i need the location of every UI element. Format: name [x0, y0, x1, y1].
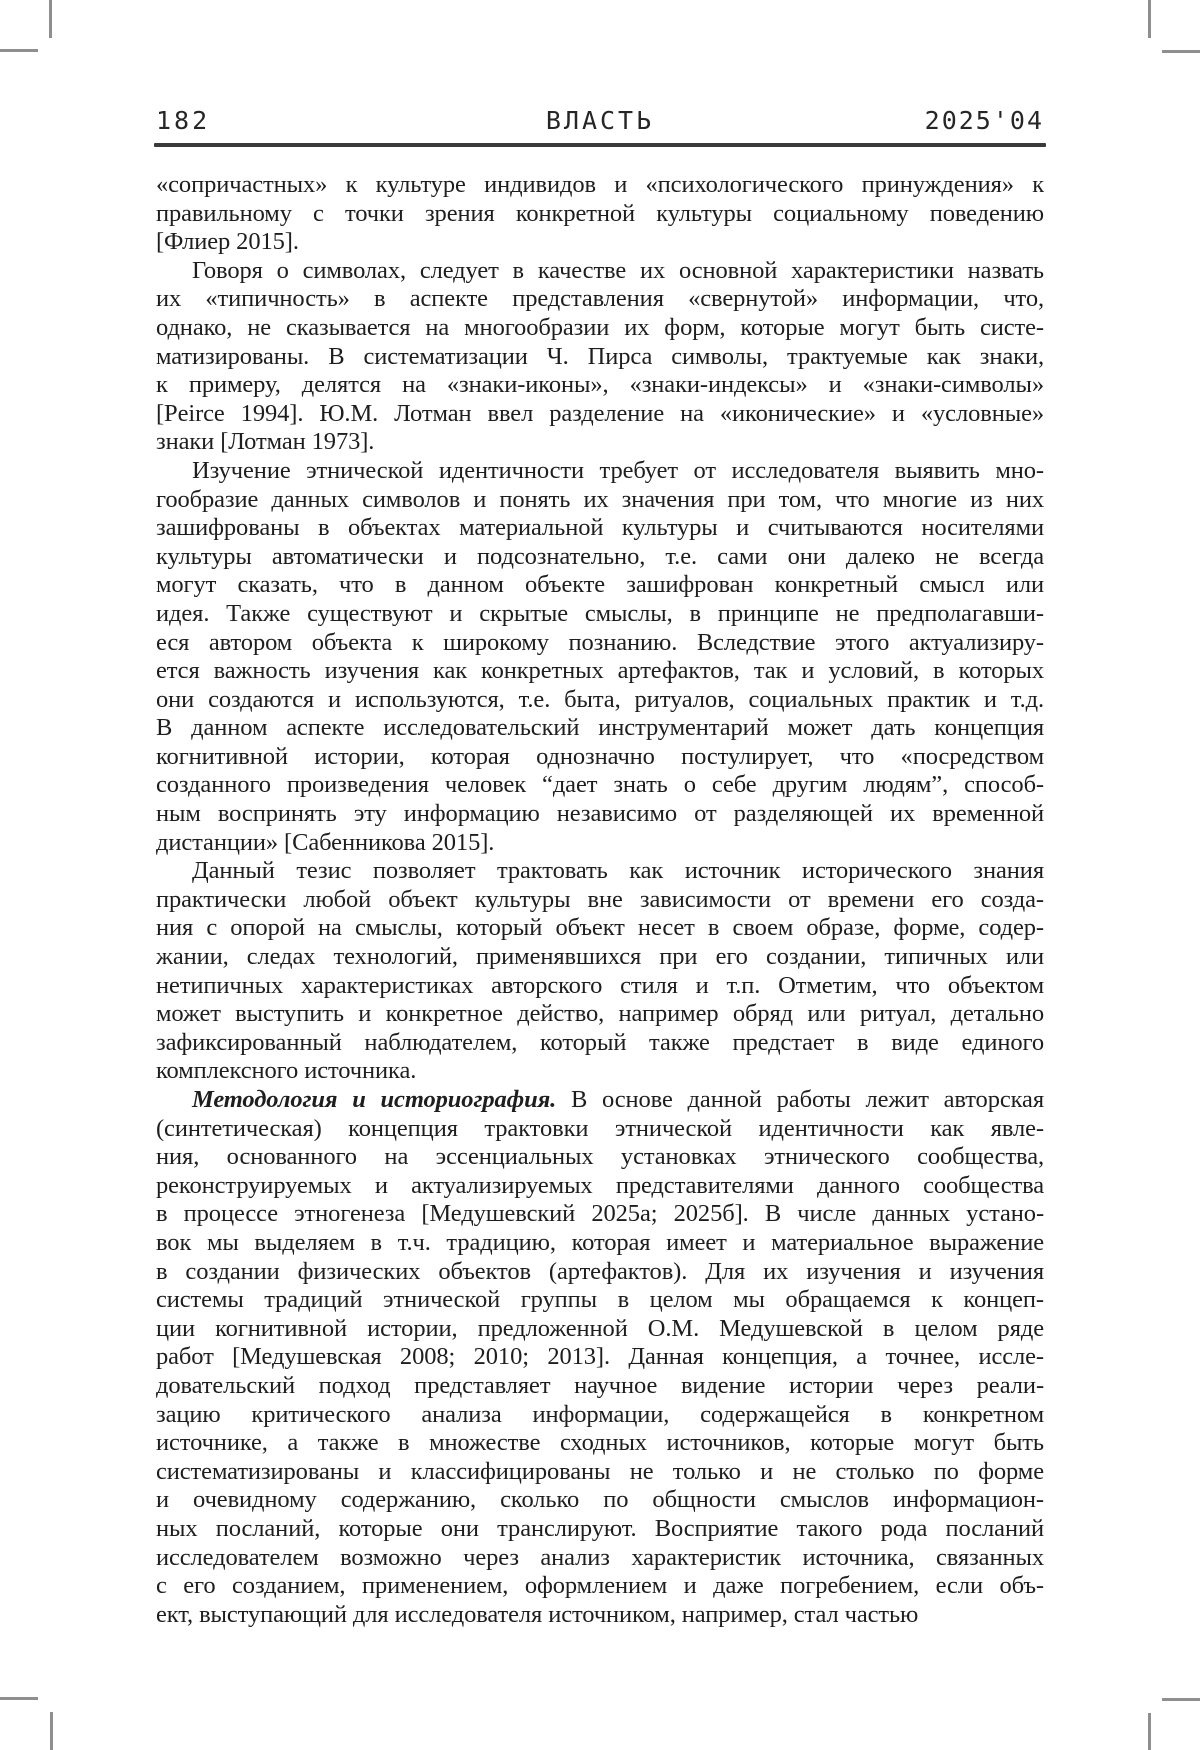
paragraph [156, 171, 1044, 257]
journal-title: ВЛАСТЬ [545, 106, 655, 135]
paragraph [156, 457, 1044, 857]
paragraph [156, 257, 1044, 457]
text-line: «сопричастных» к культуре индивидов и «психологического принуждения» к [156, 171, 1044, 198]
crop-mark-top-right-horizontal [1162, 50, 1200, 53]
header-rule [154, 143, 1046, 147]
text-line: комплексного источника. [156, 1057, 417, 1085]
paragraph [156, 1086, 1044, 1629]
paragraph [156, 857, 1044, 1086]
text-line: довательский подход представляет научное видение истории через реали- [156, 1371, 1044, 1399]
text-line: еся автором объекта к широкому познанию. Вследствие этого актуализиру- [156, 628, 1044, 656]
text-line: зацию критического анализа информации, содержащейся в конкретном [156, 1400, 1044, 1428]
text-line: ект, выступающий для исследователя источником, например, стал частью [156, 1600, 919, 1628]
text-line: правильному с точки зрения конкретной культуры социальному поведению [156, 199, 1044, 227]
text-line: реконструируемых и актуализируемых представителями данного сообщества [156, 1171, 1044, 1199]
text-line: ния с опорой на смыслы, который объект несет в своем образе, форме, содер- [156, 914, 1044, 942]
text-line: однако, не сказывается на многообразии их форм, которые могут быть систе- [156, 313, 1044, 341]
text-line: ется важность изучения как конкретных артефактов, так и условий, в которых [156, 657, 1044, 685]
text-line: источнике, а также в множестве сходных источников, которые могут быть [156, 1429, 1044, 1457]
text-line: зафиксированный наблюдателем, который также предстает в виде единого [156, 1028, 1044, 1056]
text-line: с его созданием, применением, оформлением и даже погребением, если объ- [156, 1572, 1044, 1600]
text-line: (синтетическая) концепция трактовки этнической идентичности как явле- [156, 1114, 1044, 1142]
text-line: исследователем возможно через анализ характеристик источника, связанных [156, 1543, 1044, 1571]
text-line: знаки [Лотман 1973]. [156, 428, 375, 456]
text-line: [Peirce 1994]. Ю.М. Лотман ввел разделение на «иконические» и «условные» [156, 399, 1044, 427]
text-line: когнитивной истории, которая однозначно постулирует, что «посредством [156, 742, 1044, 770]
text-line: и очевидному содержанию, сколько по общности смыслов информацион- [156, 1486, 1044, 1514]
text-line: в процессе этногенеза [Медушевский 2025а; 2025б]. В числе данных устано- [156, 1200, 1044, 1228]
text-line: практически любой объект культуры вне зависимости от времени его созда- [156, 885, 1044, 913]
text-line: матизированы. В систематизации Ч. Пирса символы, трактуемые как знаки, [156, 342, 1044, 370]
page-number: 182 [156, 106, 211, 135]
text-line: их «типичность» в аспекте представления «свернутой» информации, что, [156, 285, 1044, 313]
text-line: Данный тезис позволяет трактовать как источник исторического знания [192, 857, 1044, 885]
text-line: системы традиций этнической группы в целом мы обращаемся к концеп- [156, 1286, 1044, 1314]
text-line: нетипичных характеристиках авторского стиля и т.п. Отметим, что объектом [156, 971, 1044, 999]
text-line: вок мы выделяем в т.ч. традицию, которая имеет и материальное выражение [156, 1228, 1044, 1256]
text-line: могут сказать, что в данном объекте зашифрован конкретный смысл или [156, 571, 1044, 599]
text-line: дистанции» [Сабенникова 2015]. [156, 828, 495, 856]
text-line: зашифрованы в объектах материальной культуры и считываются носителями [156, 514, 1044, 542]
crop-mark-top-right-vertical [1148, 0, 1151, 38]
text-line: к примеру, делятся на «знаки-иконы», «знаки-индексы» и «знаки-символы» [156, 371, 1044, 399]
text-line: работ [Медушевская 2008; 2010; 2013]. Данная концепция, а точнее, иссле- [156, 1343, 1044, 1371]
text-line: Говоря о символах, следует в качестве их основной характеристики назвать [192, 256, 1044, 284]
crop-mark-top-left-vertical [49, 0, 52, 38]
text-line: гообразие данных символов и понять их значения при том, что многие из них [156, 485, 1044, 513]
running-head [156, 106, 1044, 135]
text-line: В данном аспекте исследовательский инструментарий может дать концепция [156, 714, 1044, 742]
text-line: ции когнитивной истории, предложенной О.М. Медушевской в целом ряде [156, 1314, 1044, 1342]
text-line: может выступить и конкретное действо, например обряд или ритуал, детально [156, 1000, 1044, 1028]
text-line: созданного произведения человек “дает знать о себе другим людям”, способ- [156, 771, 1044, 799]
crop-mark-bottom-right-vertical [1148, 1713, 1151, 1750]
text-line: [Флиер 2015]. [156, 228, 299, 256]
crop-mark-bottom-left-vertical [50, 1712, 53, 1750]
text-line: ным воспринять эту информацию независимо от разделяющей их временной [156, 800, 1044, 828]
crop-mark-bottom-left-horizontal [0, 1697, 38, 1700]
crop-mark-bottom-right-horizontal [1162, 1698, 1200, 1701]
text-line: в создании физических объектов (артефактов). Для их изучения и изучения [156, 1257, 1044, 1285]
text-line: они создаются и используются, т.е. быта, ритуалов, социальных практик и т.д. [156, 685, 1044, 713]
issue-number: 2025'04 [924, 106, 1044, 135]
text-line: жании, следах технологий, применявшихся при его создании, типичных или [156, 943, 1044, 971]
text-line: Методология и историография. В основе данной работы лежит авторская [192, 1086, 1044, 1113]
text-line: культуры автоматически и подсознательно, т.е. сами они далеко не всегда [156, 542, 1044, 570]
text-line: систематизированы и классифицированы не только и не столько по форме [156, 1457, 1044, 1485]
subsection-heading: Методология и историография. [192, 1086, 557, 1113]
text-line: Изучение этнической идентичности требует от исследователя выявить мно- [192, 456, 1044, 484]
text-line: идея. Также существуют и скрытые смыслы, в принципе не предполагавши- [156, 599, 1044, 627]
crop-mark-top-left-horizontal [0, 49, 38, 52]
text-line: ных посланий, которые они транслируют. Восприятие такого рода посланий [156, 1514, 1044, 1542]
article-body [156, 171, 1044, 1629]
text-line: ния, основанного на эссенциальных установках этнического сообщества, [156, 1143, 1044, 1171]
